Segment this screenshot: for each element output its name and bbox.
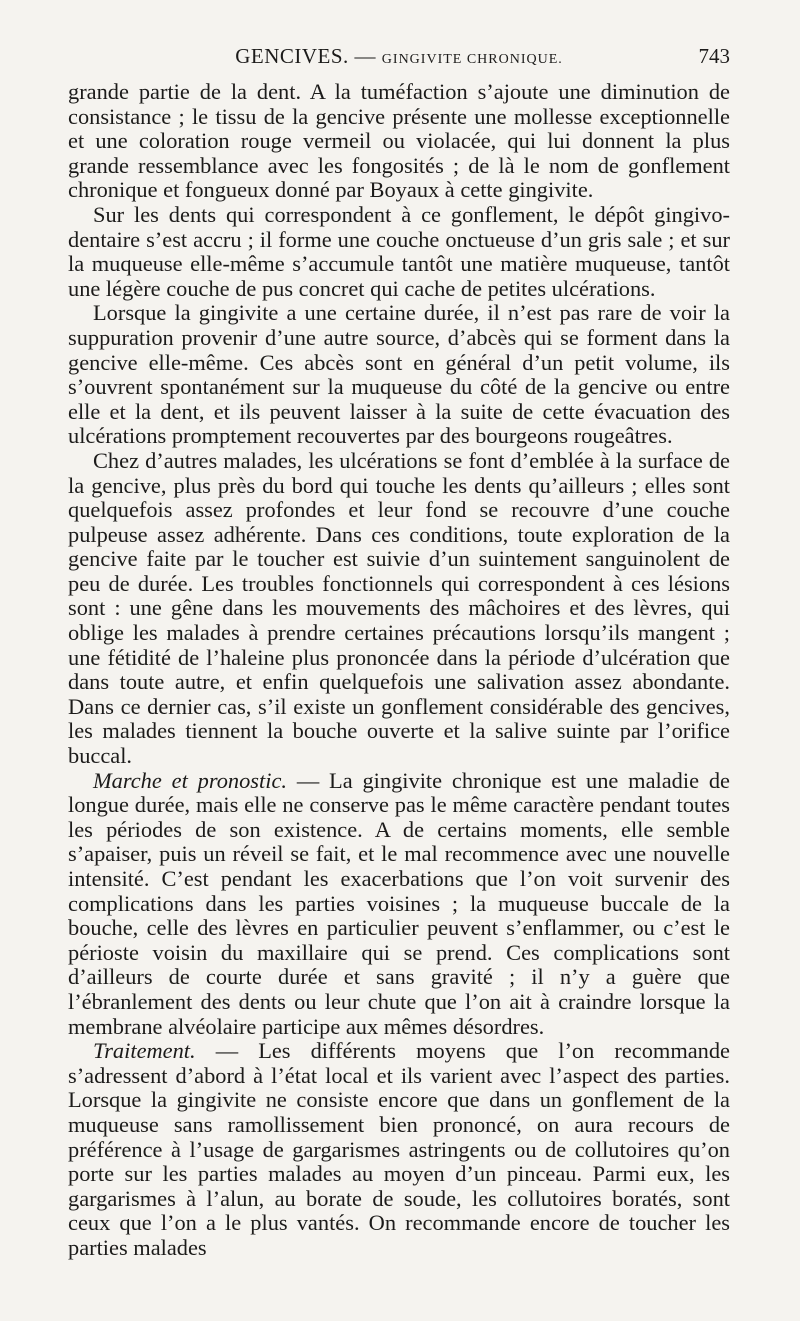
paragraph-marche-et-pronostic <box>68 769 730 1040</box>
paragraph <box>68 80 730 203</box>
paragraph-traitement <box>68 1039 730 1260</box>
running-header <box>68 44 730 74</box>
paragraph-text: grande partie de la dent. A la tuméfaction s’ajoute une diminution de consistance ; le tissu de la gencive présente une mollesse exceptionnelle et une coloration rouge vermeil ou violacée, qui lui donnent la plus grande ressemblance avec les fongosités ; de là le nom de gonflement chronique et fongueux donné par Boyaux à cette gingivite. <box>68 79 730 203</box>
running-title-main: GENCIVES. — <box>235 44 382 68</box>
paragraph-text: Sur les dents qui correspondent à ce gonflement, le dépôt gingivo-dentaire s’est accru ; il forme une couche onctueuse d’un gris sale ; et sur la muqueuse elle-même s’accumule tantôt une matière muqueuse, tantôt une légère couche de pus concret qui cache de petites ulcérations. <box>68 201 730 301</box>
paragraph <box>68 203 730 301</box>
paragraph-text: — Les différents moyens que l’on recommande s’adressent d’abord à l’état local et ils varient avec l’aspect des parties. Lorsque la gingivite ne consiste encore que dans un gonflement de la muqueuse sans ramollissement bien prononcé, on aura recours de préférence à l’usage de gargarismes astringents ou de collutoires qu’on porte sur les parties malades au moyen d’un pinceau. Parmi eux, les gargarismes à l’alun, au borate de soude, les collutoires boratés, sont ceux que l’on a le plus vantés. On recommande encore de toucher les parties malades <box>68 1038 730 1260</box>
paragraph-text: Chez d’autres malades, les ulcérations se font d’emblée à la surface de la gencive, plus près du bord qui touche les dents qu’ailleurs ; elles sont quelquefois assez profondes et leur fond se recouvre d’une couche pulpeuse assez adhérente. Dans ces conditions, toute exploration de la gencive faite par le toucher est suivie d’un suintement sanguinolent de peu de durée. Les troubles fonctionnels qui correspondent à ces lésions sont : une gêne dans les mouvements des mâchoires et des lèvres, qui oblige les malades à prendre certaines précautions lorsqu’ils mangent ; une fétidité de l’haleine plus prononcée dans la période d’ulcération que dans toute autre, et enfin quelquefois une salivation assez abondante. Dans ce dernier cas, s’il existe un gonflement considérable des gencives, les malades tiennent la bouche ouverte et la salive suinte par l’orifice buccal. <box>68 447 730 769</box>
paragraph <box>68 449 730 769</box>
section-lead-marche-et-pronostic: Marche et pronostic. <box>93 767 287 793</box>
section-lead-traitement: Traitement. <box>93 1038 196 1064</box>
page-number: 743 <box>698 44 730 68</box>
paragraph-text: — La gingivite chronique est une maladie de longue durée, mais elle ne conserve pas le même caractère pendant toutes les périodes de son existence. A de certains moments, elle semble s’apaiser, puis un réveil se fait, et le mal recommence avec une nouvelle intensité. C’est pendant les exacerbations que l’on voit survenir des complications dans les parties voisines ; la muqueuse buccale de la bouche, celle des lèvres en particulier peuvent s’enflammer, ou c’est le périoste voisin du maxillaire qui se prend. Ces complications sont d’ailleurs de courte durée et sans gravité ; il n’y a guère que l’ébranlement des dents ou leur chute que l’on ait à craindre lorsque la membrane alvéolaire participe aux mêmes désordres. <box>68 767 730 1039</box>
running-title-subtitle: GINGIVITE CHRONIQUE. <box>381 52 563 67</box>
body-text <box>68 80 730 1261</box>
running-title <box>68 44 730 69</box>
paragraph-text: Lorsque la gingivite a une certaine durée, il n’est pas rare de voir la suppuration provenir d’une autre source, d’abcès qui se forment dans la gencive elle-même. Ces abcès sont en général d’un petit volume, ils s’ouvrent spontanément sur la muqueuse du côté de la gencive ou entre elle et la dent, et ils peuvent laisser à la suite de cette évacuation des ulcérations promptement recouvertes par des bourgeons rougeâtres. <box>68 300 730 449</box>
paragraph <box>68 301 730 449</box>
